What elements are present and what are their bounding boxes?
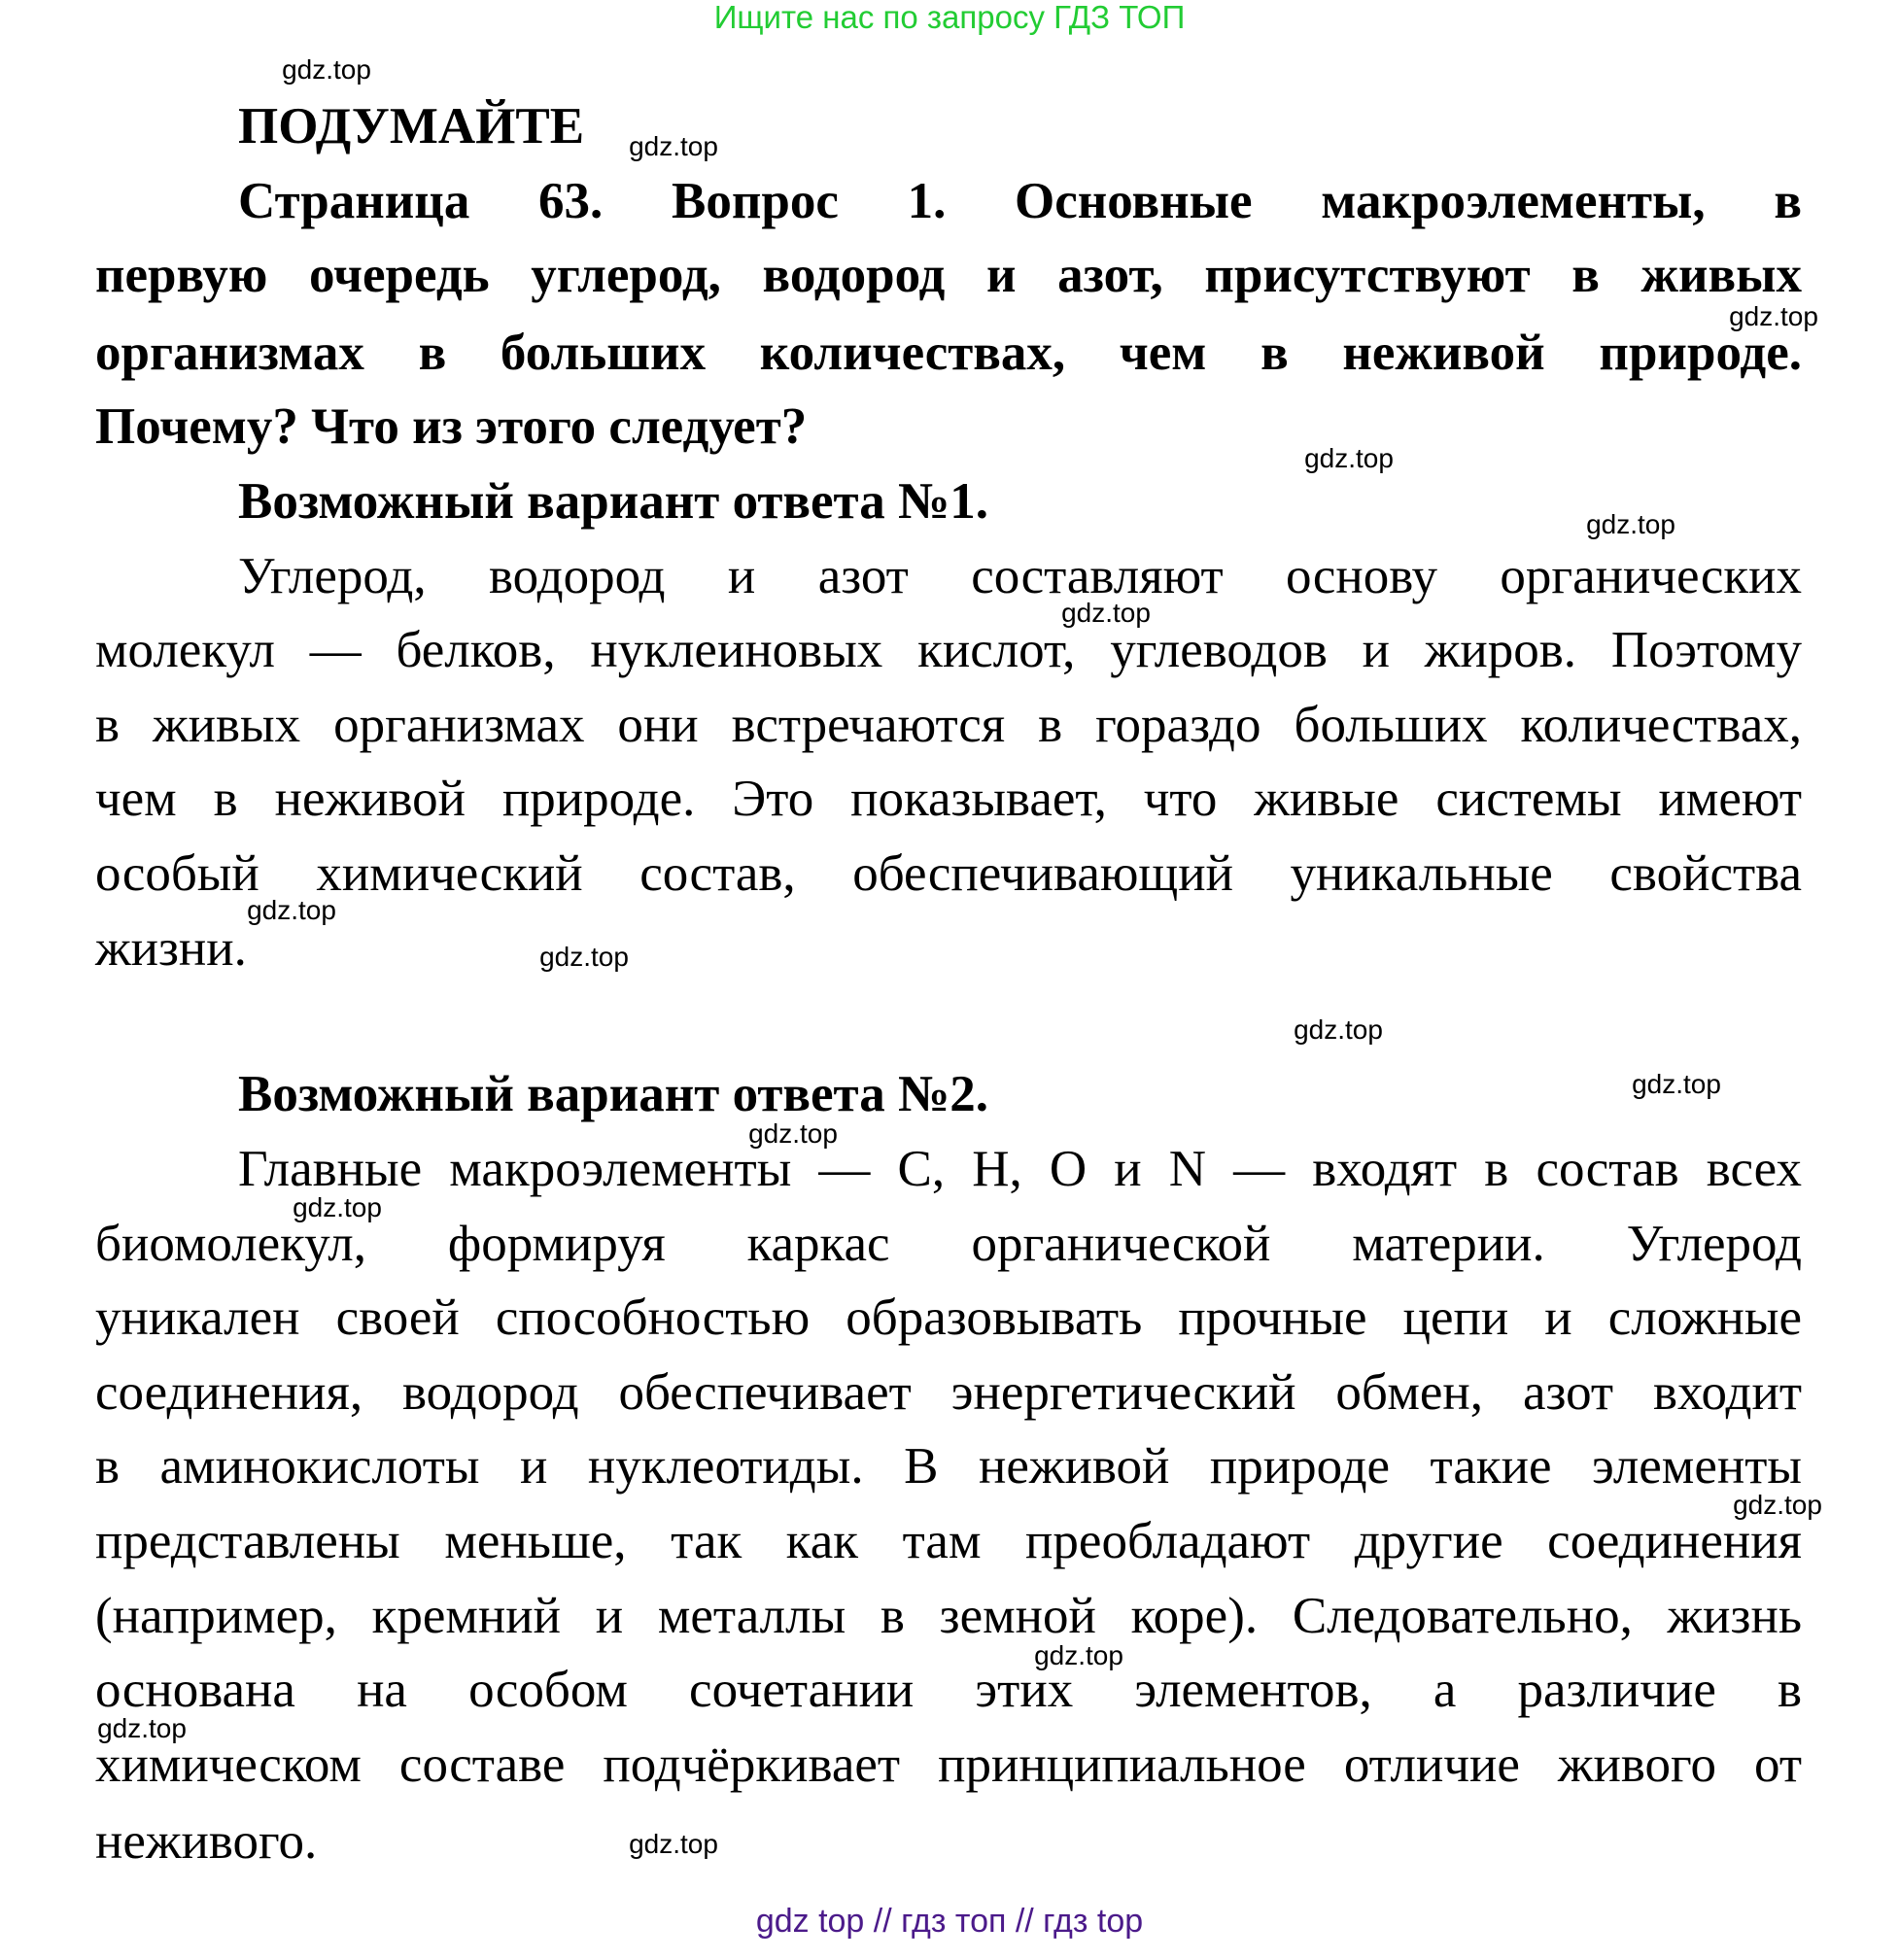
watermark: gdz.top xyxy=(1729,301,1818,331)
section-title: ПОДУМАЙТЕ xyxy=(238,98,585,155)
answer-1-line: жизни. xyxy=(95,920,247,977)
answer-2-heading: Возможный вариант ответа №2. xyxy=(238,1066,988,1122)
answer-2-line: биомолекул, формируя каркас органической материи. Углерод xyxy=(95,1216,1802,1272)
question-line: организмах в больших количествах, чем в неживой природе. xyxy=(95,325,1802,381)
answer-1-line: молекул — белков, нуклеиновых кислот, углеводов и жиров. Поэтому xyxy=(95,622,1802,678)
watermark: gdz.top xyxy=(247,895,336,925)
answer-2-line: неживого. xyxy=(95,1813,318,1870)
question-line: Почему? Что из этого следует? xyxy=(95,398,808,455)
watermark: gdz.top xyxy=(1586,509,1675,539)
answer-1-line: Углерод, водород и азот составляют основу органических xyxy=(238,548,1802,604)
answer-2-line: уникален своей способностью образовывать прочные цепи и сложные xyxy=(95,1289,1802,1346)
watermark: gdz.top xyxy=(282,54,371,85)
answer-1-line: чем в неживой природе. Это показывает, что живые системы имеют xyxy=(95,771,1802,827)
watermark: gdz.top xyxy=(748,1118,838,1149)
watermark: gdz.top xyxy=(539,942,629,972)
answer-2-line: (например, кремний и металлы в земной коре). Следовательно, жизнь xyxy=(95,1588,1802,1644)
answer-1-line: в живых организмах они встречаются в гораздо больших количествах, xyxy=(95,697,1802,753)
answer-1-heading: Возможный вариант ответа №1. xyxy=(238,473,988,530)
question-line: первую очередь углерод, водород и азот, присутствуют в живых xyxy=(95,247,1802,303)
answer-2-line: соединения, водород обеспечивает энергетический обмен, азот входит xyxy=(95,1364,1802,1421)
answer-2-line: представлены меньше, так как там преобладают другие соединения xyxy=(95,1513,1802,1569)
watermark: gdz.top xyxy=(293,1192,382,1222)
search-hint-banner: Ищите нас по запросу ГДЗ ТОП xyxy=(713,0,1186,35)
answer-2-line: химическом составе подчёркивает принципиальное отличие живого от xyxy=(95,1736,1802,1793)
footer-banner: gdz top // гдз топ // гдз top xyxy=(755,1903,1144,1940)
watermark: gdz.top xyxy=(1733,1490,1822,1520)
watermark: gdz.top xyxy=(1034,1640,1123,1670)
watermark: gdz.top xyxy=(629,131,718,161)
watermark: gdz.top xyxy=(97,1713,187,1743)
answer-2-line: в аминокислоты и нуклеотиды. В неживой природе такие элементы xyxy=(95,1438,1802,1495)
answer-2-line: Главные макроэлементы — C, H, O и N — входят в состав всех xyxy=(238,1141,1802,1197)
answer-2-line: основана на особом сочетании этих элементов, а различие в xyxy=(95,1662,1802,1718)
watermark: gdz.top xyxy=(629,1829,718,1859)
watermark: gdz.top xyxy=(1294,1014,1383,1045)
watermark: gdz.top xyxy=(1632,1069,1721,1099)
watermark: gdz.top xyxy=(1304,443,1394,473)
question-line: Страница 63. Вопрос 1. Основные макроэлементы, в xyxy=(238,173,1802,229)
watermark: gdz.top xyxy=(1061,598,1151,628)
answer-1-line: особый химический состав, обеспечивающий уникальные свойства xyxy=(95,845,1802,902)
